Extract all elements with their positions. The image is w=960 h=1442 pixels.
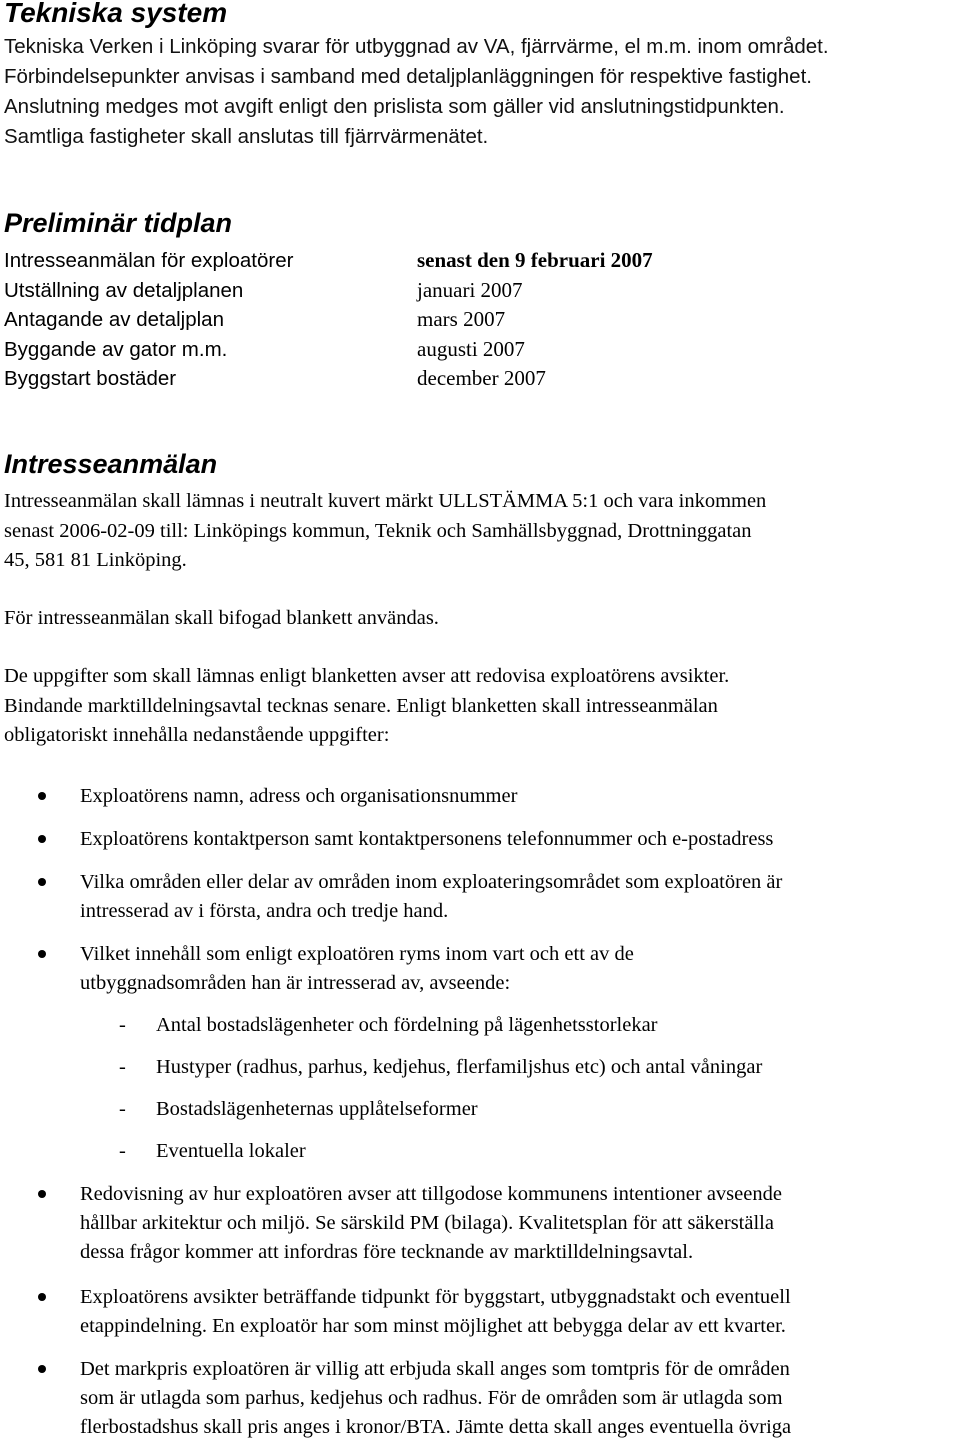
text-line: Förbindelsepunkter anvisas i samband med detaljplanläggningen för respektive fastighet. (4, 65, 812, 88)
schedule-label: Antagande av detaljplan (4, 308, 224, 332)
schedule-label: Byggande av gator m.m. (4, 337, 228, 361)
dash-marker: - (119, 1014, 126, 1036)
bullet-icon (38, 792, 46, 800)
schedule-label: Utställning av detaljplanen (4, 278, 244, 302)
text-line: utbyggnadsområden han är intresserad av, avseende: (80, 972, 511, 994)
dash-marker: - (119, 1098, 126, 1120)
bullet-icon (38, 1293, 46, 1301)
text-line: obligatoriskt innehålla nedanstående uppgifter: (4, 724, 390, 746)
bullet-icon (38, 1190, 46, 1198)
schedule-label: Intresseanmälan för exploatörer (4, 249, 294, 272)
text-line: som är utlagda som parhus, kedjehus och radhus. För de områden som är utlagda som (80, 1387, 783, 1409)
text-line: Vilket innehåll som enligt exploatören ryms inom vart och ett av de (80, 943, 634, 965)
text-line: För intresseanmälan skall bifogad blankett användas. (4, 607, 439, 629)
text-line: Exploatörens kontaktperson samt kontaktpersonens telefonnummer och e-postadress (80, 828, 774, 850)
text-line: 45, 581 81 Linköping. (4, 549, 187, 571)
bullet-icon (38, 1365, 46, 1373)
section-heading-tekniska: Tekniska system (4, 0, 228, 28)
text-line: Exploatörens namn, adress och organisationsnummer (80, 785, 518, 807)
sub-item-text: Bostadslägenheternas upplåtelseformer (156, 1098, 478, 1120)
schedule-row (4, 305, 904, 335)
schedule-date: december 2007 (417, 366, 546, 391)
text-line: hållbar arkitektur och miljö. Se särskild PM (bilaga). Kvalitetsplan för att säkerställa (80, 1212, 774, 1234)
text-line: Samtliga fastigheter skall anslutas till fjärrvärmenätet. (4, 125, 489, 148)
text-line: flerbostadshus skall pris anges i kronor/BTA. Jämte detta skall anges eventuella övriga (80, 1416, 792, 1438)
schedule-table (4, 246, 904, 394)
bullet-icon (38, 835, 46, 843)
schedule-label: Byggstart bostäder (4, 367, 177, 391)
schedule-date: mars 2007 (417, 307, 506, 332)
schedule-row (4, 246, 904, 276)
text-line: Bindande marktilldelningsavtal tecknas senare. Enligt blanketten skall intresseanmälan (4, 694, 718, 717)
text-line: senast 2006-02-09 till: Linköpings kommun, Teknik och Samhällsbyggnad, Drottninggatan (4, 519, 752, 542)
schedule-date: augusti 2007 (417, 336, 525, 361)
schedule-date: senast den 9 februari 2007 (417, 248, 653, 272)
intresse-paragraph-3 (4, 662, 960, 751)
schedule-row (4, 276, 904, 306)
tekniska-paragraph (4, 32, 960, 152)
text-line: intresserad av i första, andra och tredje hand. (80, 900, 449, 922)
intresse-paragraph-1 (4, 487, 960, 576)
section-heading-tidplan: Preliminär tidplan (4, 208, 233, 238)
text-line: Exploatörens avsikter beträffande tidpunkt för byggstart, utbyggnadstakt och eventuell (80, 1286, 791, 1308)
schedule-date: januari 2007 (417, 277, 523, 302)
intresse-paragraph-2 (4, 604, 960, 634)
sub-item-text: Hustyper (radhus, parhus, kedjehus, flerfamiljshus etc) och antal våningar (156, 1056, 763, 1078)
section-heading-intresse: Intresseanmälan (4, 449, 218, 479)
text-line: Redovisning av hur exploatören avser att tillgodose kommunens intentioner avseende (80, 1183, 782, 1205)
text-line: dessa frågor kommer att infordras före tecknande av marktilldelningsavtal. (80, 1241, 694, 1263)
schedule-row (4, 335, 904, 365)
dash-marker: - (119, 1140, 126, 1162)
text-line: Intresseanmälan skall lämnas i neutralt kuvert märkt ULLSTÄMMA 5:1 och vara inkommen (4, 490, 767, 512)
bullet-icon (38, 950, 46, 958)
sub-item-text: Eventuella lokaler (156, 1140, 306, 1162)
text-line: Tekniska Verken i Linköping svarar för utbyggnad av VA, fjärrvärme, el m.m. inom området. (4, 35, 829, 58)
text-line: Anslutning medges mot avgift enligt den prislista som gäller vid anslutningstidpunkten. (4, 95, 785, 118)
text-line: etappindelning. En exploatör har som minst möjlighet att bebygga delar av ett kvarter. (80, 1315, 786, 1337)
sub-item-text: Antal bostadslägenheter och fördelning på lägenhetsstorlekar (156, 1014, 658, 1036)
schedule-row (4, 364, 904, 394)
text-line: Det markpris exploatören är villig att erbjuda skall anges som tomtpris för de områden (80, 1358, 790, 1380)
dash-marker: - (119, 1056, 126, 1078)
bullet-icon (38, 878, 46, 886)
text-line: De uppgifter som skall lämnas enligt blanketten avser att redovisa exploatörens avsikter. (4, 665, 730, 687)
text-line: Vilka områden eller delar av områden inom exploateringsområdet som exploatören är (80, 871, 783, 893)
